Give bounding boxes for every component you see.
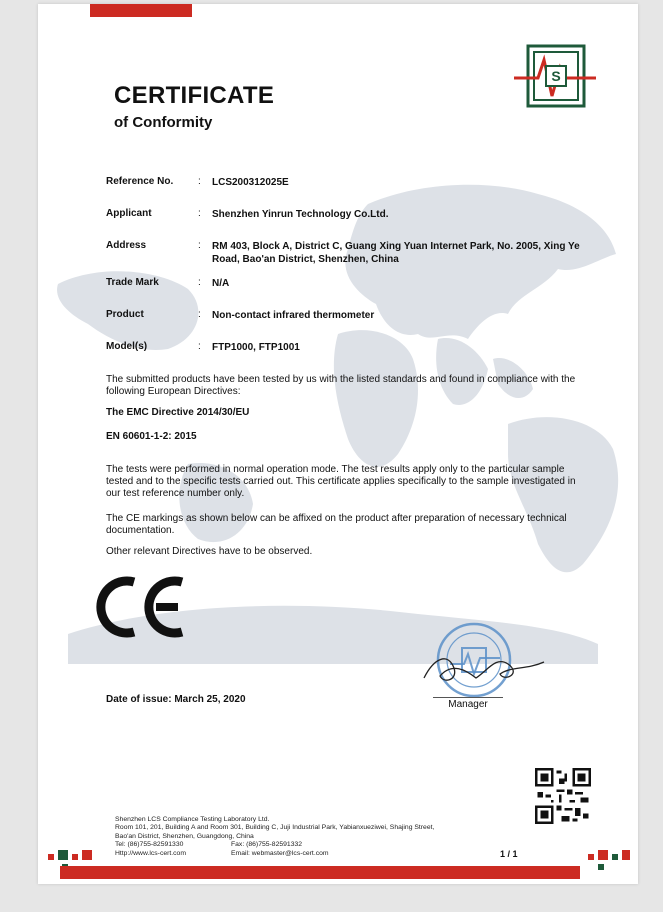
- field-value: RM 403, Block A, District C, Guang Xing Yuan Internet Park, No. 2005, Xing Ye Road, Bao'an District, Shenzhen, China: [212, 241, 580, 265]
- field-label: Product: [106, 309, 144, 320]
- footer-website: Http://www.lcs-cert.com: [115, 849, 186, 857]
- logo-letters: S: [551, 68, 561, 84]
- certificate-page: [38, 4, 638, 884]
- emc-directive: The EMC Directive 2014/30/EU: [106, 407, 250, 418]
- certificate-subtitle: of Conformity: [114, 114, 213, 131]
- field-label: Model(s): [106, 341, 148, 352]
- field-separator: :: [198, 309, 201, 320]
- footer-email: Email: webmaster@lcs-cert.com: [231, 849, 329, 857]
- field-value: N/A: [212, 278, 230, 289]
- field-label: Applicant: [106, 208, 152, 219]
- compliance-statement: The submitted products have been tested by us with the listed standards and found in compliance with the following European Directives:: [106, 374, 576, 397]
- field-label: Reference No.: [106, 176, 174, 187]
- harmonised-standard: EN 60601-1-2: 2015: [106, 431, 197, 442]
- signature-title: Manager: [433, 697, 503, 710]
- field-value: LCS200312025E: [212, 177, 289, 188]
- field-separator: :: [198, 341, 201, 352]
- qr-code: [535, 768, 591, 824]
- tests-note: The tests were performed in normal operation mode. The test results apply only to the particular sample tested and to the specific tests carried out. This certificate applies specifically to the sample investigated in our test reference number only.: [106, 464, 576, 499]
- field-label: Trade Mark: [106, 277, 159, 288]
- footer-address-line1: Room 101, 201, Building A and Room 301, Building C, Juji Industrial Park, Yabianxueziwei, Shajing Street,: [115, 824, 435, 832]
- ce-marking-note: The CE markings as shown below can be affixed on the product after preparation of necessary technical documentation.: [106, 513, 567, 536]
- field-separator: :: [198, 176, 201, 187]
- field-label: Address: [106, 240, 147, 251]
- field-separator: :: [198, 208, 201, 219]
- field-value: Shenzhen Yinrun Technology Co.Ltd.: [212, 209, 389, 220]
- footer-tel: Tel: (86)755-82591330: [115, 841, 184, 849]
- footer-fax: Fax: (86)755-82591332: [231, 841, 303, 849]
- field-value: Non-contact infrared thermometer: [212, 310, 375, 321]
- page-number: 1 / 1: [500, 849, 518, 859]
- bottom-red-bar: [60, 866, 580, 879]
- footer-company: Shenzhen LCS Compliance Testing Laboratory Ltd.: [115, 816, 270, 823]
- lab-footer: [115, 816, 535, 858]
- certificate-title: CERTIFICATE: [114, 82, 275, 109]
- field-value: FTP1000, FTP1001: [212, 342, 300, 353]
- lcs-logo: [514, 44, 596, 112]
- ce-mark: [96, 576, 186, 638]
- field-separator: :: [198, 240, 201, 251]
- footer-address-line2: Bao'an District, Shenzhen, Guangdong, China: [115, 832, 254, 840]
- field-separator: :: [198, 277, 201, 288]
- top-red-bar: [90, 4, 192, 17]
- date-of-issue: Date of issue: March 25, 2020: [106, 694, 246, 705]
- other-directives-note: Other relevant Directives have to be observed.: [106, 546, 313, 557]
